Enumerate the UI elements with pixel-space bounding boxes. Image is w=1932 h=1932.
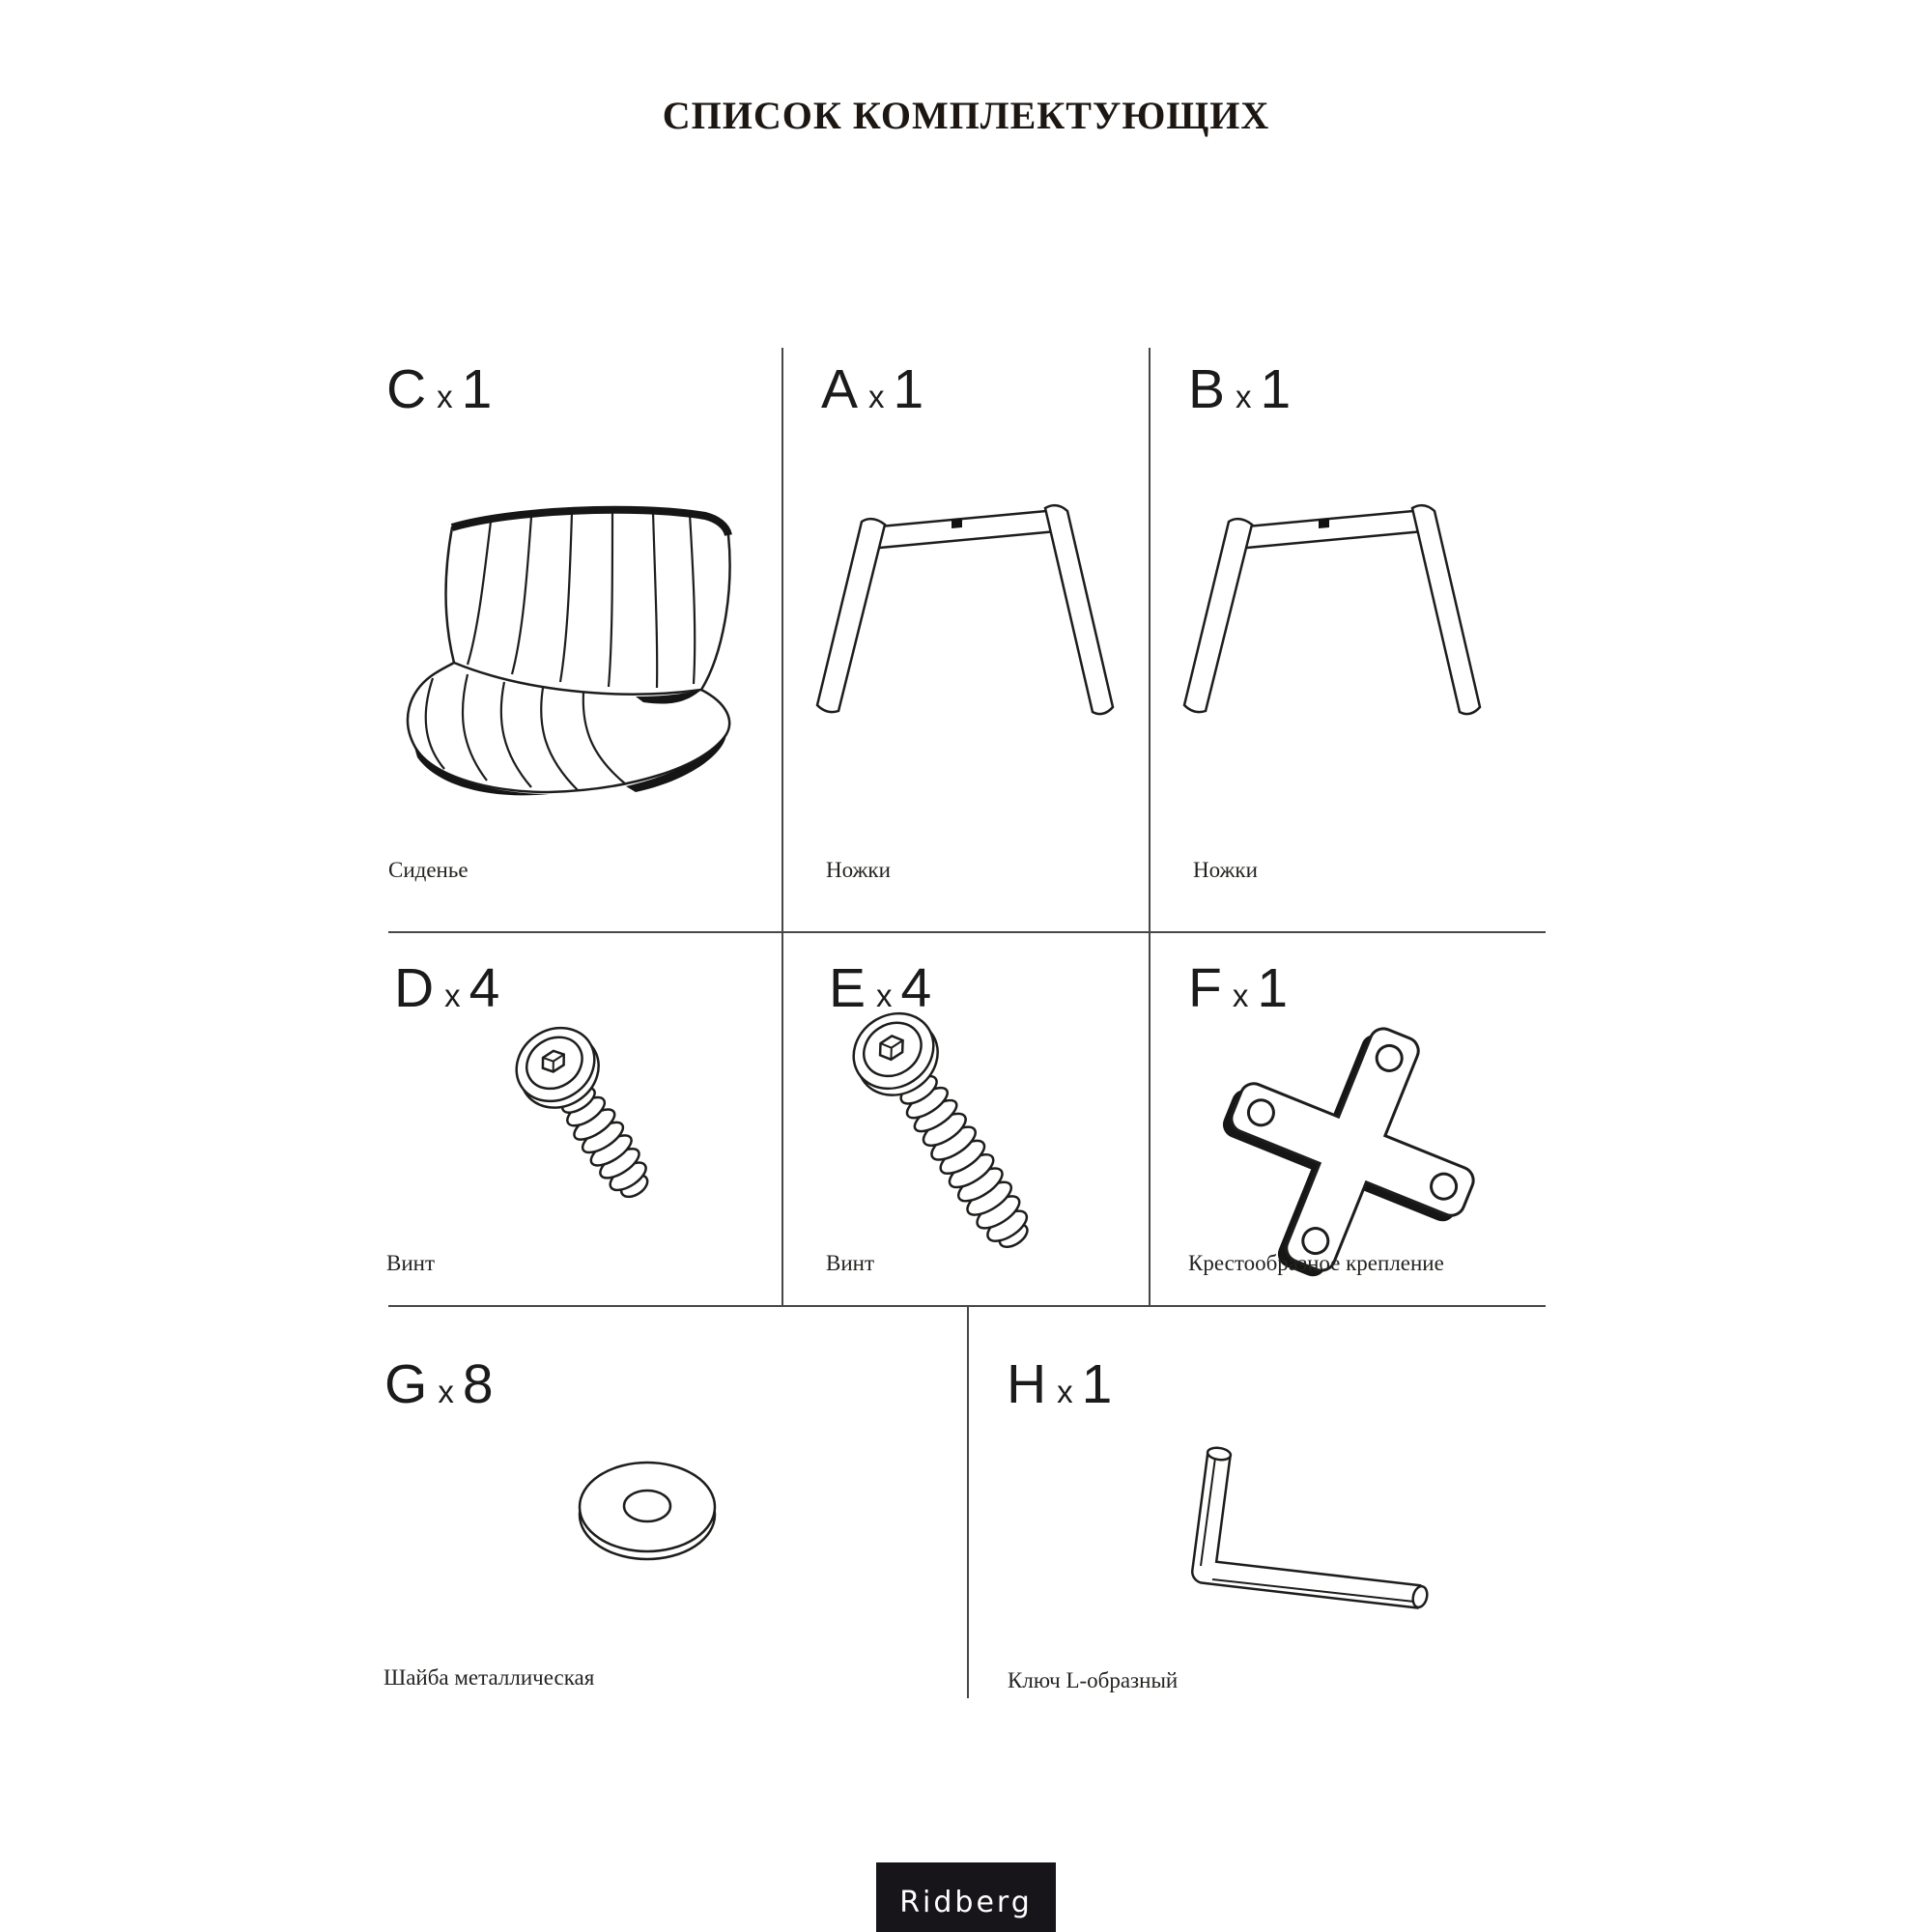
multiply-symbol: x xyxy=(438,1374,454,1409)
part-qty: 1 xyxy=(1081,1353,1115,1415)
part-letter: E xyxy=(829,957,868,1019)
part-code-B xyxy=(1188,357,1293,421)
part-qty: 1 xyxy=(1260,358,1293,420)
cell-part-E xyxy=(782,932,1149,1305)
cell-part-D xyxy=(319,932,781,1305)
part-caption: Ножки xyxy=(1193,858,1258,882)
long-screw-diagram xyxy=(821,1005,1082,1275)
cell-part-H xyxy=(968,1306,1546,1729)
washer-diagram xyxy=(568,1451,732,1581)
part-letter: C xyxy=(386,358,429,420)
cell-part-A xyxy=(782,348,1149,931)
part-caption: Шайба металлическая xyxy=(384,1665,595,1690)
page-title: СПИСОК КОМПЛЕКТУЮЩИХ xyxy=(662,94,1270,137)
part-qty: 8 xyxy=(462,1353,496,1415)
short-screw-diagram xyxy=(483,1014,715,1208)
part-code-A xyxy=(821,357,925,421)
multiply-symbol: x xyxy=(876,978,893,1013)
cell-part-C xyxy=(319,348,781,931)
part-letter: B xyxy=(1188,358,1228,420)
multiply-symbol: x xyxy=(437,379,453,414)
part-letter: H xyxy=(1007,1353,1049,1415)
multiply-symbol: x xyxy=(1057,1374,1073,1409)
part-code-D xyxy=(394,956,501,1020)
part-caption: Винт xyxy=(826,1251,875,1275)
part-code-H xyxy=(1007,1352,1114,1416)
multiply-symbol: x xyxy=(444,978,461,1013)
part-qty: 1 xyxy=(1257,957,1291,1019)
part-code-G xyxy=(384,1352,496,1416)
cell-part-G xyxy=(319,1306,967,1729)
legs-frame-diagram xyxy=(813,502,1119,721)
part-caption: Ножки xyxy=(826,858,891,882)
legs-frame-diagram xyxy=(1180,502,1486,721)
multiply-symbol: x xyxy=(1232,978,1249,1013)
cell-part-F xyxy=(1150,932,1546,1305)
part-caption: Сиденье xyxy=(388,858,469,882)
part-caption: Ключ L-образный xyxy=(1008,1668,1179,1692)
part-letter: G xyxy=(384,1353,430,1415)
brand-logo-text: Ridberg xyxy=(899,1886,1033,1919)
brand-logo xyxy=(876,1862,1056,1932)
chair-seat-diagram xyxy=(394,500,742,800)
part-caption: Винт xyxy=(386,1251,436,1275)
part-letter: A xyxy=(821,358,861,420)
part-qty: 4 xyxy=(900,957,934,1019)
part-qty: 1 xyxy=(461,358,495,420)
part-letter: F xyxy=(1188,957,1224,1019)
part-qty: 4 xyxy=(469,957,502,1019)
part-code-F xyxy=(1188,956,1290,1020)
part-qty: 1 xyxy=(893,358,926,420)
part-caption: Крестообразное крепление xyxy=(1188,1251,1444,1275)
multiply-symbol: x xyxy=(1236,379,1252,414)
multiply-symbol: x xyxy=(868,379,885,414)
part-letter: D xyxy=(394,957,437,1019)
hex-key-diagram xyxy=(1180,1444,1441,1618)
cell-part-B xyxy=(1150,348,1546,931)
